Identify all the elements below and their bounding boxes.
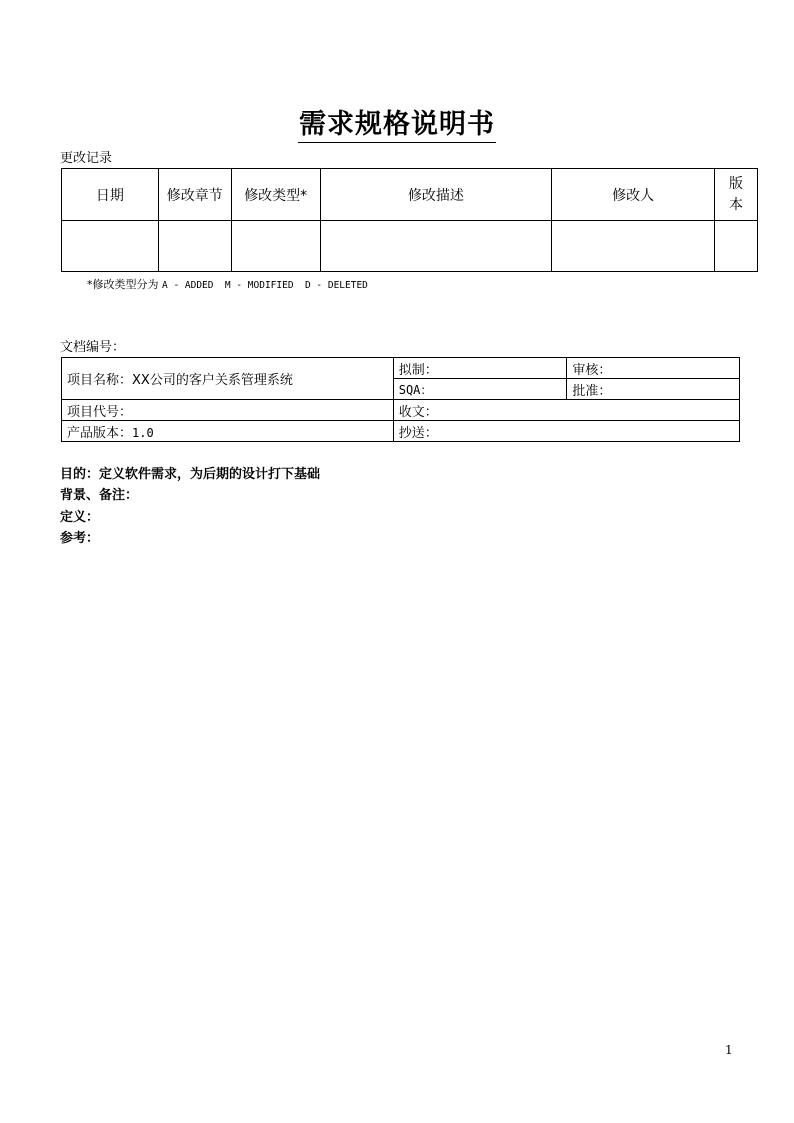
drafted-cell (393, 358, 567, 379)
header-version-line-1: 版 (729, 175, 743, 192)
change-type-note (87, 278, 368, 292)
doc-info-table (61, 357, 740, 442)
doc-number-label: 文档编号： (60, 340, 126, 355)
background-line: 背景、备注： (60, 488, 139, 503)
change-type-note-codes: A - ADDED M - MODIFIED D - DELETED (162, 280, 368, 291)
header-section: 修改章节 (158, 169, 231, 221)
change-type-note-prefix: *修改类型分为 (87, 278, 162, 291)
received-label: 收文： (398, 404, 438, 420)
review-cell (567, 358, 740, 379)
cell-section[interactable] (158, 221, 231, 272)
cc-cell (393, 421, 739, 442)
project-code-label: 项目代号： (67, 404, 133, 420)
change-table-header-row (62, 169, 758, 221)
cell-type[interactable] (231, 221, 320, 272)
drafted-label: 拟制： (398, 362, 438, 378)
sqa-cell (393, 379, 567, 400)
page-number: 1 (725, 1043, 733, 1057)
cc-label: 抄送： (398, 425, 438, 441)
doc-info-row (62, 421, 740, 442)
product-version-cell (62, 421, 394, 442)
header-date: 日期 (62, 169, 159, 221)
change-record-label: 更改记录 (60, 151, 113, 166)
cell-description[interactable] (320, 221, 552, 272)
document-title-wrap (0, 108, 794, 143)
header-description: 修改描述 (320, 169, 552, 221)
project-name-value: XX公司的客户关系管理系统 (132, 373, 293, 388)
doc-info-row (62, 358, 740, 379)
received-cell (393, 400, 739, 421)
definition-line: 定义： (60, 510, 100, 525)
project-name-label: 项目名称： (67, 373, 133, 388)
header-version (715, 169, 758, 221)
header-type: 修改类型* (231, 169, 320, 221)
document-title: 需求规格说明书 (298, 108, 496, 143)
header-author: 修改人 (552, 169, 715, 221)
change-table-row (62, 221, 758, 272)
product-version-value: 1.0 (132, 425, 154, 440)
change-record-table (61, 168, 758, 272)
project-code-cell (62, 400, 394, 421)
project-name-cell (62, 358, 394, 400)
header-version-line-2: 本 (729, 196, 743, 213)
sqa-label: SQA： (398, 382, 433, 397)
reference-line: 参考： (60, 531, 100, 546)
doc-info-row (62, 400, 740, 421)
approve-cell (567, 379, 740, 400)
approve-label: 批准： (572, 383, 612, 399)
purpose-line: 目的：定义软件需求，为后期的设计打下基础 (60, 467, 321, 482)
cell-author[interactable] (552, 221, 715, 272)
cell-date[interactable] (62, 221, 159, 272)
review-label: 审核： (572, 362, 612, 378)
product-version-label: 产品版本： (67, 425, 133, 441)
cell-version[interactable] (715, 221, 758, 272)
